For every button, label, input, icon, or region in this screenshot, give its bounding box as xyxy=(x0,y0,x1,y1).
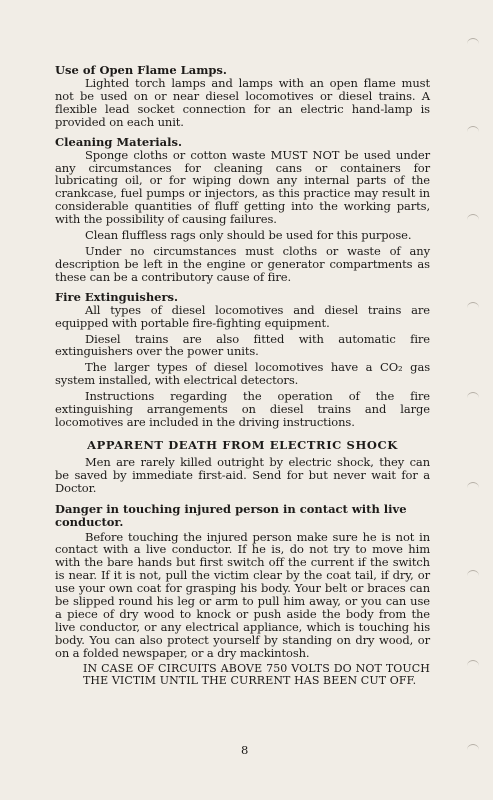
section-heading: Fire Extinguishers. xyxy=(55,289,179,304)
section-cleaning-materials xyxy=(55,136,430,284)
paragraph: All types of diesel locomotives and diesel trains are equipped with portable fire-fighting equipment. xyxy=(55,302,430,330)
margin-mark xyxy=(467,660,479,667)
paragraph: Before touching the injured person make sure he is not in contact with a live conductor. If he is, do not try to move him with the bare hands but first switch off the current if the switch is near. If it is not, pull the victim clear by the coat tail, if dry, or use your own coat for grasping his body. Your belt or braces can be slipped round his leg or arm to pull him away, or you can use a piece of dry wood to knock or push aside the body from the live conductor, or any electrical appliance, which is touching his body. You can also protect yourself by standing on dry wood, or on a folded newspaper, or a dry mackintosh. xyxy=(55,529,430,660)
margin-mark xyxy=(467,570,479,577)
section-heading: Use of Open Flame Lamps. xyxy=(55,63,227,77)
section-fire-extinguishers xyxy=(55,291,430,429)
warning-text: IN CASE OF CIRCUITS ABOVE 750 VOLTS DO NOT TOUCH THE VICTIM UNTIL THE CURRENT HAS BEEN CUT OFF. xyxy=(83,661,430,688)
paragraph: Sponge cloths or cotton waste MUST NOT be used under any circumstances for cleaning cans or containers for lubricating oil, or for wiping down any internal parts of the crankcase, fuel pumps or injectors, as this practice may result in considerable quantities of fluff getting into the working parts, with the possibility of causing failures. xyxy=(55,147,430,227)
margin-mark xyxy=(467,302,479,309)
section-heading: Cleaning Materials. xyxy=(55,134,182,149)
margin-mark xyxy=(467,126,479,133)
margin-mark xyxy=(467,482,479,489)
warning-block xyxy=(55,663,430,688)
section-open-flame-lamps xyxy=(55,64,430,129)
page-content xyxy=(55,64,430,688)
margin-mark xyxy=(467,38,479,45)
paragraph: Lighted torch lamps and lamps with an open flame must not be used on or near diesel locomotives or diesel trains. A flexible lead socket connection for an electric hand-lamp is provided on each unit. xyxy=(55,76,430,129)
paragraph: Diesel trains are also fitted with automatic fire extinguishers over the power units. xyxy=(55,331,430,359)
paragraph: Instructions regarding the operation of the fire extinguishing arrangements on diesel trains and large locomotives are included in the driving instructions. xyxy=(55,389,430,429)
section-heading: Danger in touching injured person in contact with live conductor. xyxy=(55,501,407,529)
margin-mark xyxy=(467,392,479,399)
margin-mark xyxy=(467,744,479,751)
paragraph: Men are rarely killed outright by electric shock, they can be saved by immediate first-aid. Send for but never wait for a Doctor. xyxy=(55,454,430,495)
page-number: 8 xyxy=(241,743,249,757)
paragraph: The larger types of diesel locomotives have a CO₂ gas system installed, with electrical detectors. xyxy=(55,360,430,388)
margin-mark xyxy=(467,214,479,221)
paragraph: Under no circumstances must cloths or waste of any description be left in the engine or generator compartments as these can be a contributory cause of fire. xyxy=(55,243,430,284)
electric-shock-heading: APPARENT DEATH FROM ELECTRIC SHOCK xyxy=(87,437,398,452)
paragraph: Clean fluffless rags only should be used for this purpose. xyxy=(85,228,412,243)
